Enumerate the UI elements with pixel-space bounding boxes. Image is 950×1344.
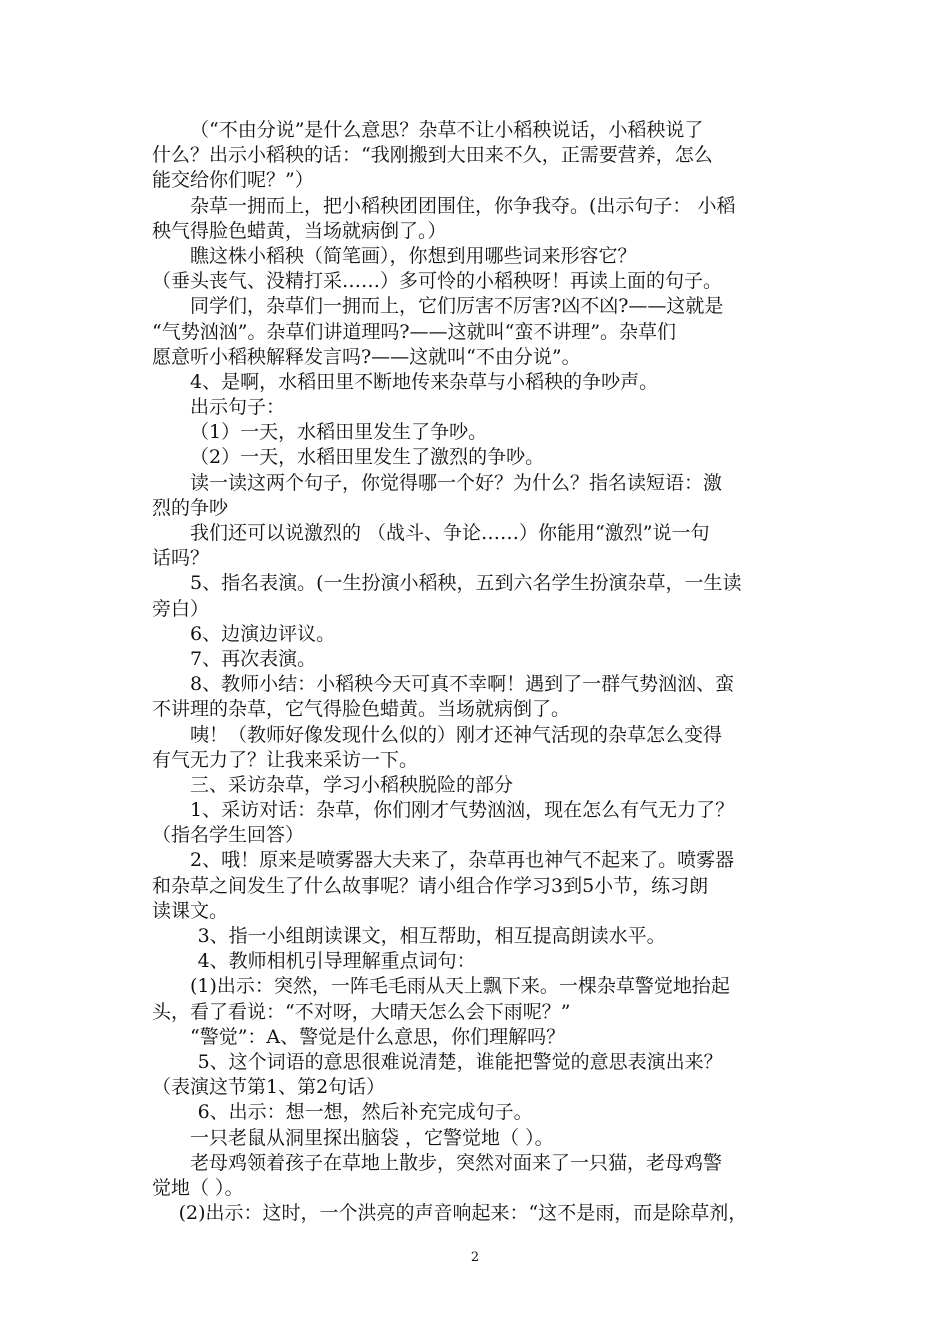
text-line: 4、教师相机引导理解重点词句： bbox=[197, 950, 476, 973]
text-line: 头，看了看说：“不对呀，大晴天怎么会下雨呢？” bbox=[152, 1000, 571, 1023]
text-line: 旁白） bbox=[152, 597, 210, 620]
text-line: （“不由分说”是什么意思？杂草不让小稻秧说话，小稻秧说了 bbox=[190, 119, 704, 141]
text-line: 有气无力了？让我来采访一下。 bbox=[152, 748, 419, 771]
text-line: (2)出示：这时，一个洪亮的声音响起来：“这不是雨，而是除草剂， bbox=[178, 1202, 748, 1225]
text-line: 一只老鼠从洞里探出脑袋 ，它警觉地（ ）。 bbox=[190, 1126, 554, 1149]
text-line: 2、哦！原来是喷雾器大夫来了，杂草再也神气不起来了。喷雾器 bbox=[190, 849, 735, 872]
text-line: 话吗？ bbox=[152, 547, 210, 570]
text-line: 瞧这株小稻秧（简笔画），你想到用哪些词来形容它？ bbox=[190, 244, 637, 267]
text-line: “警觉”：A、警觉是什么意思，你们理解吗？ bbox=[190, 1025, 566, 1048]
text-line: 3、指一小组朗读课文，相互帮助，相互提高朗读水平。 bbox=[197, 925, 666, 947]
text-line: 读课文。 bbox=[152, 899, 229, 922]
text-line: 咦！（教师好像发现什么似的）刚才还神气活现的杂草怎么变得 bbox=[190, 723, 723, 746]
text-line: (1)出示：突然，一阵毛毛雨从天上飘下来。一棵杂草警觉地抬起 bbox=[190, 975, 730, 998]
text-line: 烈的争吵 bbox=[152, 496, 229, 519]
text-line: 6、边演边评议。 bbox=[190, 622, 336, 645]
text-line: 5、指名表演。(一生扮演小稻秧，五到六名学生扮演杂草，一生读 bbox=[190, 572, 742, 595]
text-line: 秧气得脸色蜡黄，当场就病倒了。） bbox=[152, 219, 447, 242]
text-line: 三、采访杂草，学习小稻秧脱险的部分 bbox=[190, 773, 514, 796]
text-line: 同学们，杂草们一拥而上，它们厉害不厉害?凶不凶?——这就是 bbox=[190, 295, 724, 318]
text-line: 8、教师小结：小稻秧今天可真不幸啊！遇到了一群气势汹汹、蛮 bbox=[190, 673, 735, 696]
text-line: 7、再次表演。 bbox=[190, 647, 317, 670]
text-line: 不讲理的杂草，它气得脸色蜡黄。当场就病倒了。 bbox=[152, 698, 571, 721]
text-line: 觉地（ ）。 bbox=[152, 1176, 244, 1199]
text-line: 杂草一拥而上，把小稻秧团团围住，你争我夺。(出示句子： 小稻 bbox=[190, 194, 736, 217]
text-line: 出示句子： bbox=[190, 396, 286, 419]
page-number: 2 bbox=[470, 1250, 480, 1265]
text-line: （1）一天，水稻田里发生了争吵。 bbox=[190, 421, 488, 444]
text-line: 我们还可以说激烈的 （战斗、争论……）你能用“激烈”说一句 bbox=[190, 522, 710, 544]
text-line: “气势汹汹”。杂草们讲道理吗?——这就叫“蛮不讲理”。杂草们 bbox=[152, 320, 677, 343]
text-line: （垂头丧气、没精打采……）多可怜的小稻秧呀！再读上面的句子。 bbox=[152, 270, 723, 293]
text-line: 和杂草之间发生了什么故事呢？请小组合作学习3到5小节，练习朗 bbox=[152, 874, 709, 897]
text-line: 老母鸡领着孩子在草地上散步，突然对面来了一只猫，老母鸡警 bbox=[190, 1151, 723, 1174]
text-line: 5、这个词语的意思很难说清楚，谁能把警觉的意思表演出来？ bbox=[197, 1050, 723, 1073]
text-line: 4、是啊，水稻田里不断地传来杂草与小稻秧的争吵声。 bbox=[190, 370, 659, 393]
text-line: （2）一天，水稻田里发生了激烈的争吵。 bbox=[190, 446, 545, 469]
text-line: 什么？出示小稻秧的话：“我刚搬到大田来不久，正需要营养，怎么 bbox=[152, 144, 713, 167]
text-line: 愿意听小稻秧解释发言吗?——这就叫“不由分说”。 bbox=[152, 345, 581, 368]
text-line: 能交给你们呢？”） bbox=[152, 169, 314, 192]
text-line: 1、采访对话：杂草，你们刚才气势汹汹，现在怎么有气无力了？ bbox=[190, 799, 735, 822]
document-body bbox=[152, 118, 812, 1226]
text-line: （表演这节第1、第2句话） bbox=[152, 1076, 386, 1099]
text-line: （指名学生回答） bbox=[152, 824, 305, 847]
text-line: 读一读这两个句子，你觉得哪一个好？为什么？指名读短语：激 bbox=[190, 471, 723, 494]
text-line: 6、出示：想一想，然后补充完成句子。 bbox=[197, 1101, 533, 1124]
